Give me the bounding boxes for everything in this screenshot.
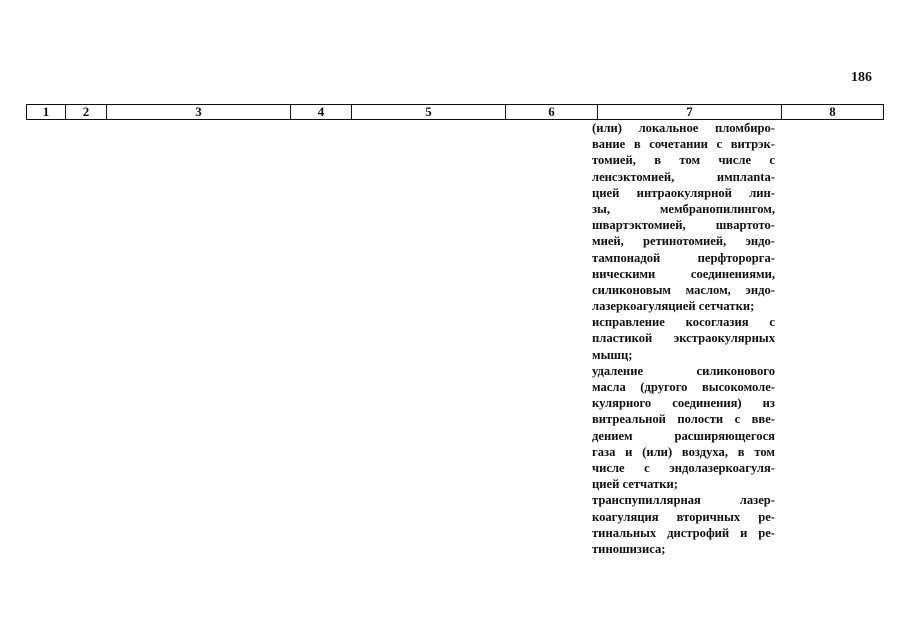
text-line: цией интраокулярной лин- <box>592 185 775 200</box>
table-header-row <box>26 104 884 120</box>
text-line: числе с эндолазеркоагуля- <box>592 460 775 475</box>
text-line: ленсэктомией, имплanta- <box>592 169 775 184</box>
column-header-7: 7 <box>598 105 782 120</box>
column-header-5: 5 <box>352 105 506 120</box>
text-line: силиконовым маслом, эндо- <box>592 282 775 297</box>
column-header-2: 2 <box>66 105 107 120</box>
column-header-4: 4 <box>291 105 352 120</box>
text-line: лазеркоагуляцией сетчатки; <box>592 299 755 314</box>
text-line: витреальной полости с вве- <box>592 412 775 427</box>
column-header-6: 6 <box>506 105 598 120</box>
page-number: 186 <box>851 70 872 85</box>
text-line: удаление силиконового <box>592 363 775 378</box>
text-line: мией, ретинотомией, эндо- <box>592 234 775 249</box>
text-line: кулярного соединения) из <box>592 396 775 411</box>
text-line: транспупиллярная лазер- <box>592 493 775 508</box>
text-line: вание в сочетании с витрэк- <box>592 137 775 152</box>
text-line: коагуляция вторичных ре- <box>592 509 775 524</box>
text-line: мышц; <box>592 347 633 362</box>
text-line: тиношизиса; <box>592 541 666 556</box>
text-line: ническими соединениями, <box>592 266 775 281</box>
text-line: цией сетчатки; <box>592 477 678 492</box>
column-header-8: 8 <box>782 105 884 120</box>
text-line: газа и (или) воздуха, в том <box>592 444 775 459</box>
text-line: дением расширяющегося <box>592 428 775 443</box>
text-line: исправление косоглазия с <box>592 315 775 330</box>
text-line: (или) локальное пломбиро- <box>592 121 775 135</box>
text-line: зы, мембранопилингом, <box>592 201 775 216</box>
text-line: томией, в том числе с <box>592 153 775 168</box>
text-line: швартэктомией, швартото- <box>592 218 775 233</box>
text-line: тампонадой перфторорга- <box>592 250 775 265</box>
column-numbers-row <box>27 105 884 120</box>
column-header-3: 3 <box>107 105 291 120</box>
text-line: тинальных дистрофий и ре- <box>592 525 775 540</box>
column-header-1: 1 <box>27 105 66 120</box>
column-7-cell-text <box>592 120 775 557</box>
text-line: пластикой экстраокулярных <box>592 331 775 346</box>
text-line: масла (другого высокомоле- <box>592 380 775 394</box>
